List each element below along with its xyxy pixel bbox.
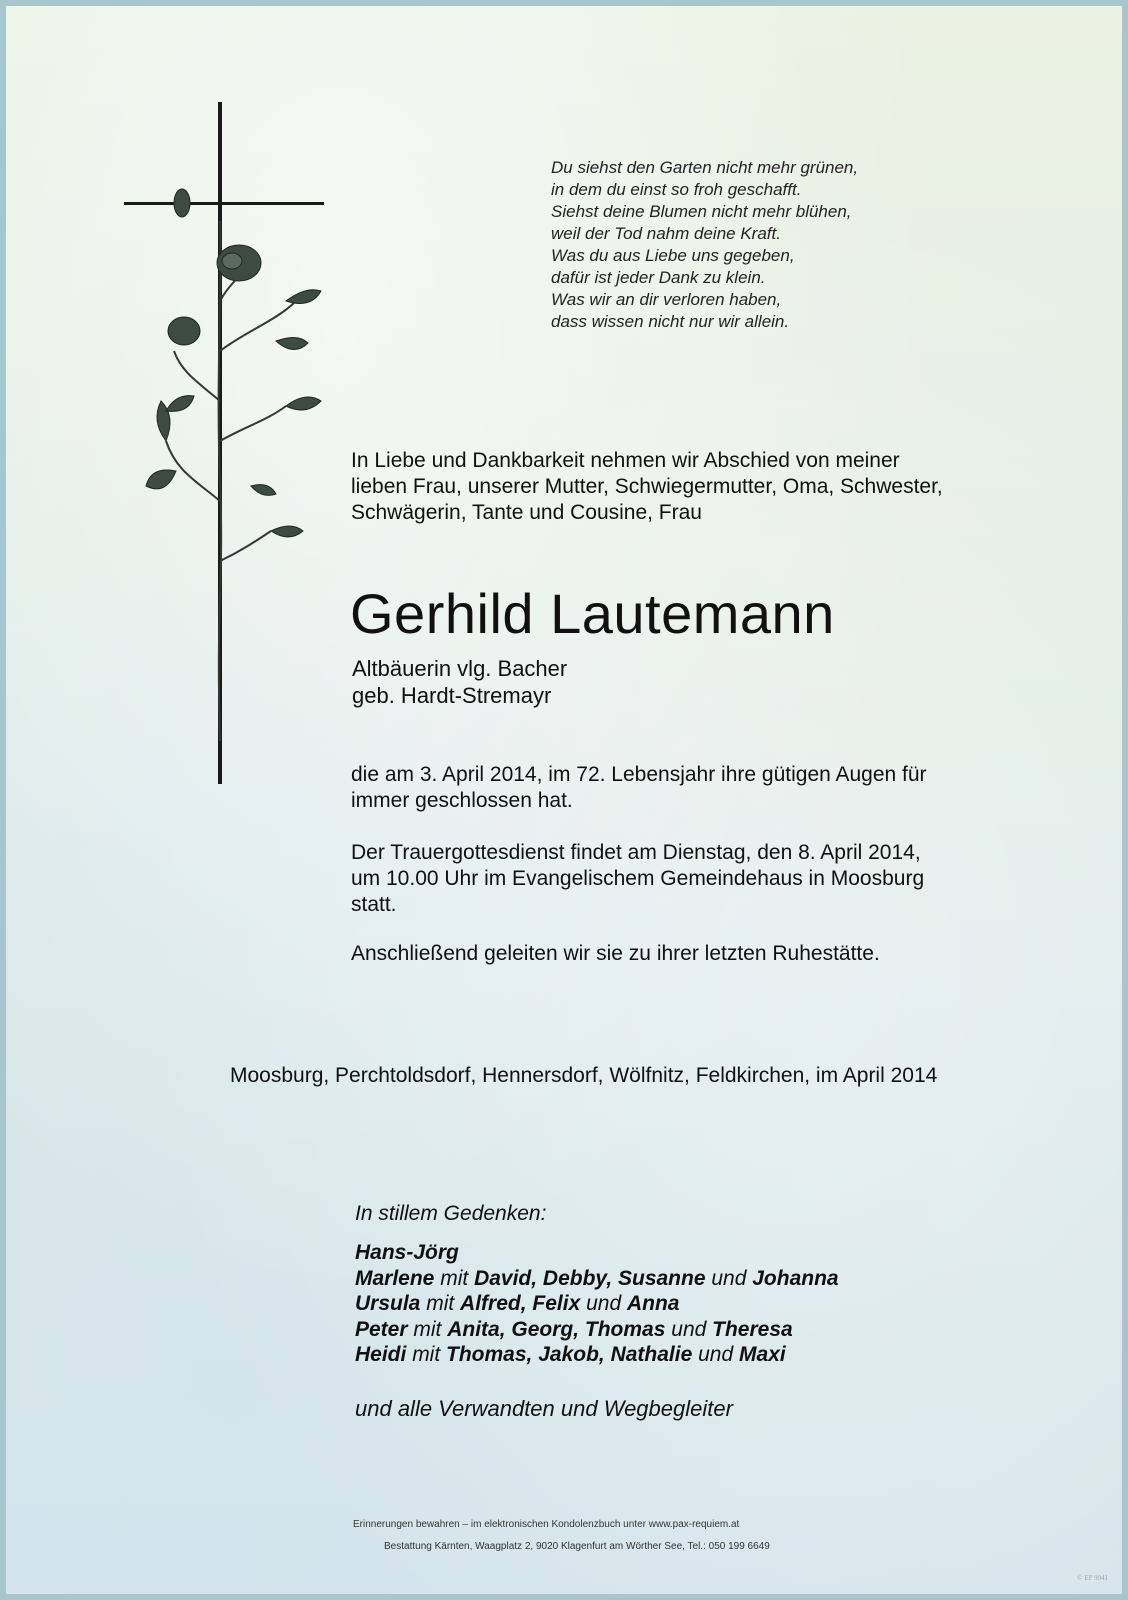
family-child-last: Maxi <box>739 1343 786 1366</box>
connector-und: und <box>698 1343 734 1366</box>
family-name: Heidi <box>355 1343 407 1366</box>
family-name: Marlene <box>355 1266 435 1290</box>
poem-line: Du siehst den Garten nicht mehr grünen, <box>551 158 859 177</box>
connector-mit: mit <box>413 1317 442 1341</box>
family-line <box>355 1240 839 1266</box>
family-line <box>355 1317 839 1343</box>
family-line <box>355 1266 839 1292</box>
poem-line: Siehst deine Blumen nicht mehr blühen, <box>551 202 852 221</box>
poem-line: Was wir an dir verloren haben, <box>551 290 782 309</box>
family-child-last: Theresa <box>712 1317 793 1341</box>
connector-mit: mit <box>412 1343 441 1366</box>
service-line: um 10.00 Uhr im Evangelischem Gemeindehaus in Moosburg <box>351 867 925 890</box>
family-name: Hans-Jörg <box>355 1241 459 1264</box>
service-line: statt. <box>351 893 397 916</box>
poem-line: dass wissen nicht nur wir allein. <box>551 312 790 331</box>
closing-line: und alle Verwandten und Wegbegleiter <box>355 1396 733 1421</box>
intro-line: In Liebe und Dankbarkeit nehmen wir Abschied von meiner <box>351 449 900 472</box>
footer-undertaker: Bestattung Kärnten, Waagplatz 2, 9020 Klagenfurt am Wörther See, Tel.: 050 199 6649 <box>384 1541 770 1552</box>
poem <box>551 157 858 333</box>
family-child-last: Johanna <box>752 1266 839 1290</box>
family-children: Thomas, Jakob, Nathalie <box>446 1343 693 1366</box>
service-notice <box>351 840 924 918</box>
poem-line: weil der Tod nahm deine Kraft. <box>551 224 781 243</box>
family-children: David, Debby, Susanne <box>474 1266 706 1290</box>
connector-und: und <box>586 1292 622 1315</box>
service-line: Der Trauergottesdienst findet am Dienstag, den 8. April 2014, <box>351 841 921 864</box>
family-name: Ursula <box>355 1292 421 1315</box>
subtitle-line: geb. Hardt-Stremayr <box>352 683 552 708</box>
rose-illustration <box>136 181 336 781</box>
deceased-name: Gerhild Lautemann <box>350 582 835 645</box>
places-date: Moosburg, Perchtoldsdorf, Hennersdorf, Wölfnitz, Feldkirchen, im April 2014 <box>230 1064 938 1087</box>
death-line: immer geschlossen hat. <box>351 789 573 812</box>
connector-mit: mit <box>426 1292 455 1315</box>
connector-mit: mit <box>440 1266 469 1290</box>
connector-und: und <box>711 1266 747 1290</box>
print-code: © EP 9041 <box>1077 1574 1108 1582</box>
deceased-subtitle <box>352 655 567 709</box>
subtitle-line: Altbäuerin vlg. Bacher <box>352 656 568 681</box>
poem-line: Was du aus Liebe uns gegeben, <box>551 246 795 265</box>
family-name: Peter <box>355 1317 408 1341</box>
footer-condolence: Erinnerungen bewahren – im elektronischen Kondolenzbuch unter www.pax-requiem.at <box>353 1519 740 1530</box>
poem-line: dafür ist jeder Dank zu klein. <box>551 268 766 287</box>
family-list <box>355 1240 839 1368</box>
family-child-last: Anna <box>626 1292 680 1315</box>
poem-line: in dem du einst so froh geschafft. <box>551 180 802 199</box>
connector-und: und <box>671 1317 707 1341</box>
family-line <box>355 1291 839 1317</box>
death-notice <box>351 762 927 814</box>
family-children: Anita, Georg, Thomas <box>447 1317 666 1341</box>
memorial-heading: In stillem Gedenken: <box>355 1202 547 1225</box>
intro-line: lieben Frau, unserer Mutter, Schwiegermutter, Oma, Schwester, <box>351 475 943 498</box>
family-line <box>355 1342 839 1368</box>
family-children: Alfred, Felix <box>460 1292 581 1315</box>
intro-line: Schwägerin, Tante und Cousine, Frau <box>351 501 702 524</box>
burial-notice: Anschließend geleiten wir sie zu ihrer letzten Ruhestätte. <box>351 942 880 965</box>
intro-text <box>351 448 943 526</box>
death-line: die am 3. April 2014, im 72. Lebensjahr ihre gütigen Augen für <box>351 763 927 786</box>
